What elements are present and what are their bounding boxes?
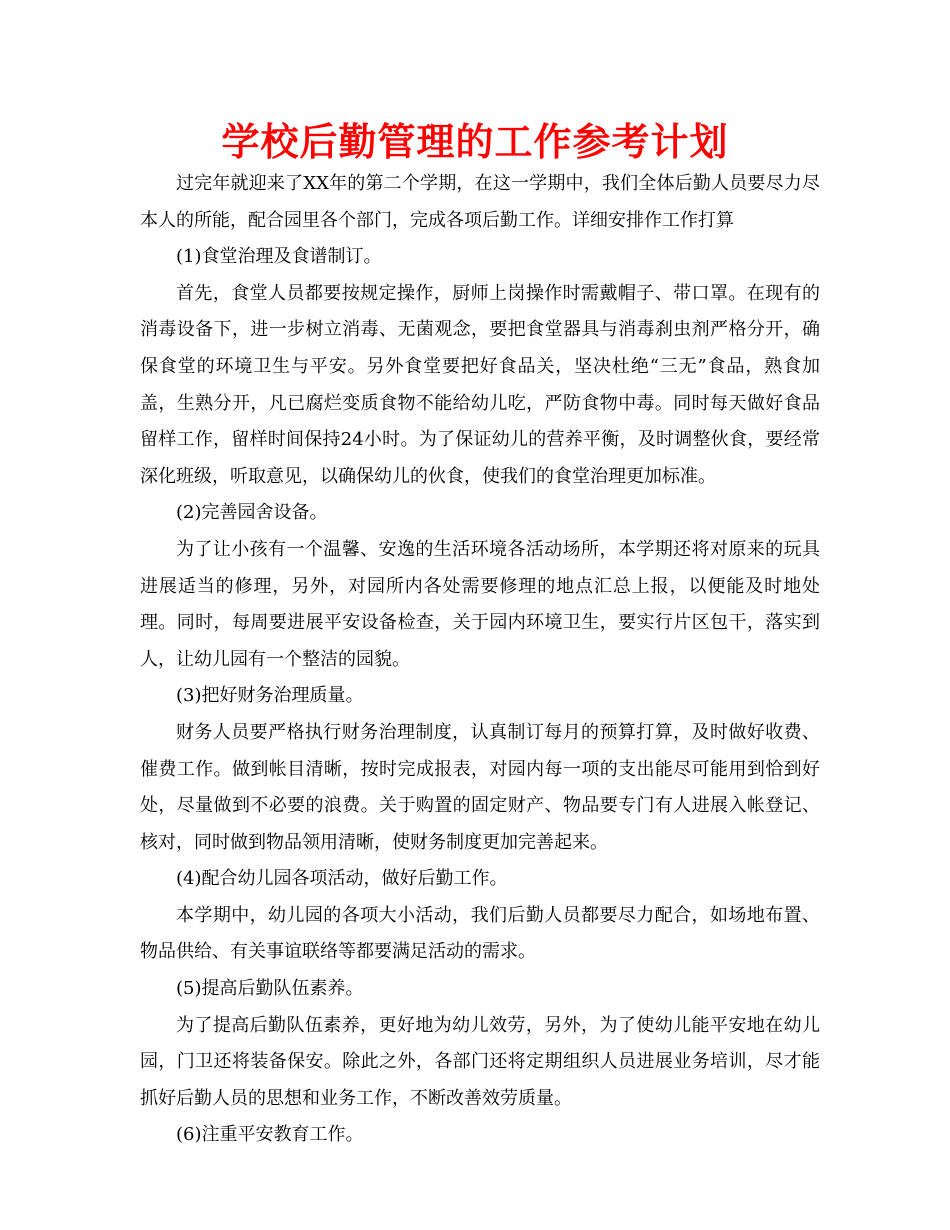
paragraph-staff-quality: 为了提高后勤队伍素养，更好地为幼儿效劳，另外，为了使幼儿能平安地在幼儿园，门卫还将装备保安。除此之外，各部门还将定期组织人员进展业务培训，尽才能抓好后勤人员的思想和业务工作，不断改善效劳质量。 [140,1014,820,1109]
section-heading-6: (6)注重平安教育工作。 [176,1124,364,1146]
section-heading-1: (1)食堂治理及食谱制订。 [176,246,382,268]
section-heading-3: (3)把好财务治理质量。 [176,685,364,707]
section-heading-4: (4)配合幼儿园各项活动，做好后勤工作。 [176,868,508,890]
paragraph-activities: 本学期中，幼儿园的各项大小活动，我们后勤人员都要尽力配合，如场地布置、物品供给、有关事谊联络等都要满足活动的需求。 [140,904,820,963]
document-title: 学校后勤管理的工作参考计划 [221,120,729,164]
document-body [140,166,820,1154]
paragraph-finance: 财务人员要严格执行财务治理制度，认真制订每月的预算打算，及时做好收费、催费工作。做到帐目清晰，按时完成报表，对园内每一项的支出能尽可能用到恰到好处，尽量做到不必要的浪费。关于购置的固定财产、物品要专门有人进展入帐登记、核对，同时做到物品领用清晰，使财务制度更加完善起来。 [140,721,820,853]
section-heading-2: (2)完善园舍设备。 [176,502,328,524]
paragraph-canteen: 首先，食堂人员都要按规定操作，厨师上岗操作时需戴帽子、带口罩。在现有的消毒设备下，进一步树立消毒、无菌观念，要把食堂器具与消毒刹虫剂严格分开，确保食堂的环境卫生与平安。另外食堂要把好食品关，坚决杜绝“三无”食品，熟食加盖，生熟分开，凡已腐烂变质食物不能给幼儿吃，严防食物中毒。同时每天做好食品留样工作，留样时间保持24小时。为了保证幼儿的营养平衡，及时调整伙食，要经常深化班级，听取意见，以确保幼儿的伙食，使我们的食堂治理更加标准。 [140,282,820,487]
section-heading-5: (5)提高后勤队伍素养。 [176,978,364,1000]
paragraph-intro: 过完年就迎来了XX年的第二个学期，在这一学期中，我们全体后勤人员要尽力尽本人的所能，配合园里各个部门，完成各项后勤工作。详细安排作工作打算 [140,173,820,231]
paragraph-facilities: 为了让小孩有一个温馨、安逸的生活环境各活动场所，本学期还将对原来的玩具进展适当的修理，另外，对园所内各处需要修理的地点汇总上报，以便能及时地处理。同时，每周要进展平安设备检查，关于园内环境卫生，要实行片区包干，落实到人，让幼儿园有一个整洁的园貌。 [140,538,820,670]
